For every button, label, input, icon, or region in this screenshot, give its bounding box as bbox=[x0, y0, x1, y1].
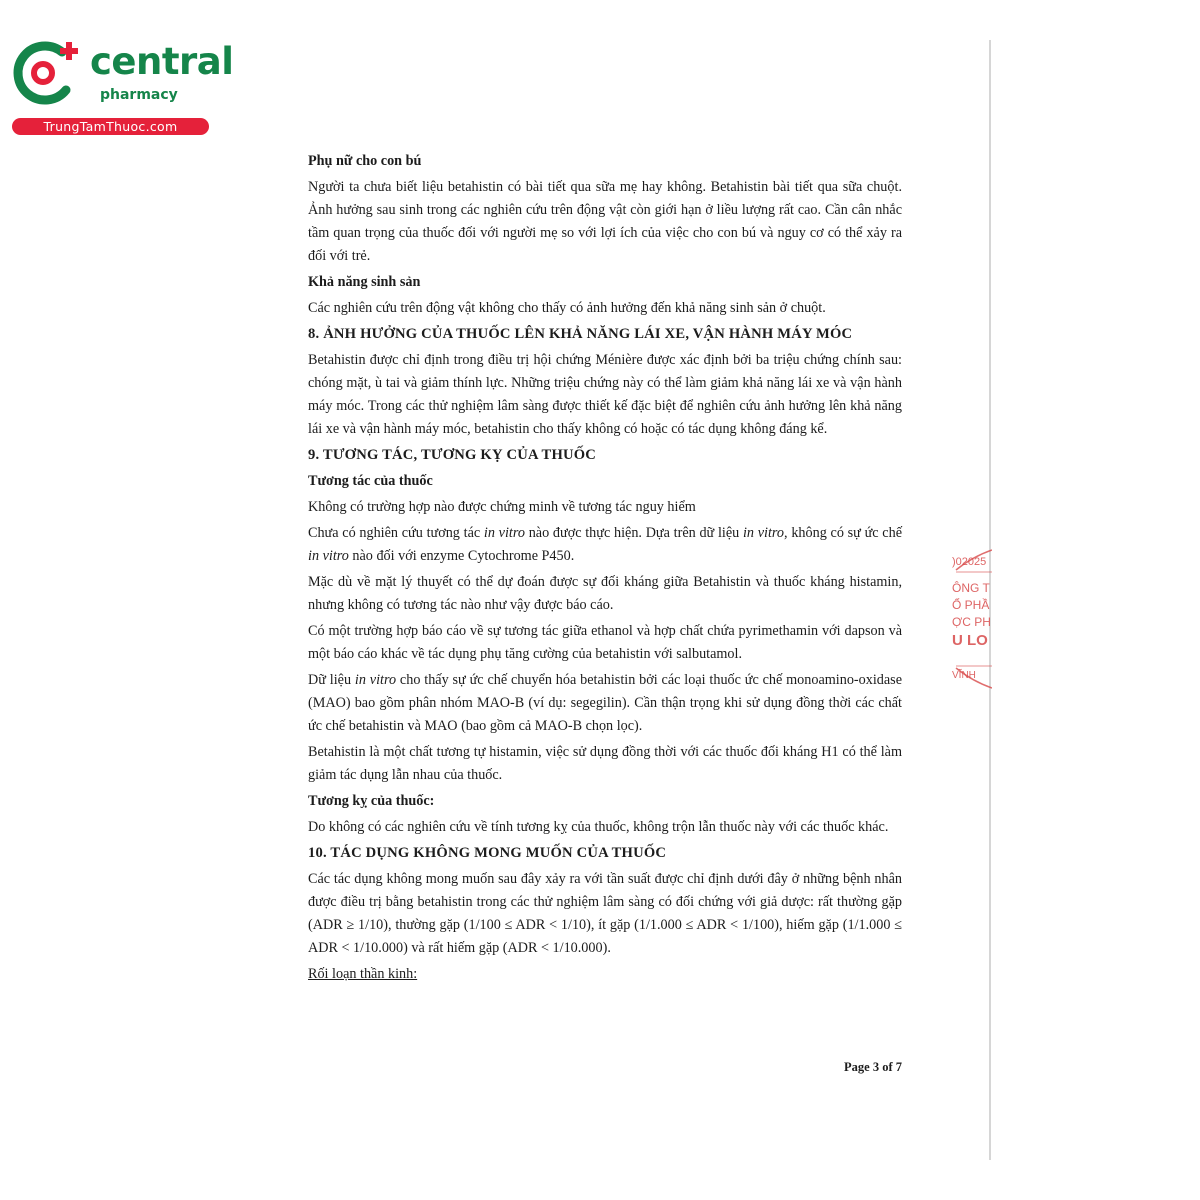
section-8-title: 8. ẢNH HƯỞNG CỦA THUỐC LÊN KHẢ NĂNG LÁI XE, VẬN HÀNH MÁY MÓC bbox=[308, 326, 853, 342]
document-body bbox=[308, 150, 902, 986]
interactions-paragraph-4: Có một trường hợp báo cáo về sự tương tác giữa ethanol và hợp chất chứa pyrimethamin với dapson và một báo cáo khác về tác dụng phụ tăng cường của betahistin với salbutamol. bbox=[308, 623, 902, 662]
fertility-paragraph: Các nghiên cứu trên động vật không cho thấy có ảnh hưởng đến khả năng sinh sản ở chuột. bbox=[308, 300, 826, 316]
logo-brand-text: central bbox=[90, 40, 234, 83]
stamp-line: U LO bbox=[952, 632, 988, 649]
interactions-paragraph-6: Betahistin là một chất tương tự histamin, việc sử dụng đồng thời với các thuốc đối kháng H1 có thể làm giảm tác dụng lẫn nhau của thuốc. bbox=[308, 744, 902, 783]
text-run: Dữ liệu bbox=[308, 672, 355, 688]
breastfeeding-paragraph: Người ta chưa biết liệu betahistin có bài tiết qua sữa mẹ hay không. Betahistin bài tiết qua sữa chuột. Ảnh hưởng sau sinh trong các nghiên cứu trên động vật còn giới hạn ở liều lượng rất cao. Cần cân nhắc tầm quan trọng của thuốc đối với người mẹ so với lợi ích của việc cho con bú và nguy cơ có thể xảy ra đối với trẻ. bbox=[308, 179, 902, 264]
section-9-title: 9. TƯƠNG TÁC, TƯƠNG KỴ CỦA THUỐC bbox=[308, 447, 597, 463]
interactions-paragraph-2 bbox=[308, 522, 902, 568]
section-10-paragraph: Các tác dụng không mong muốn sau đây xảy ra với tần suất được chỉ định dưới đây ở những bệnh nhân được điều trị bằng betahistin trong các thử nghiệm lâm sàng có đối chứng với giả dược: rất thường gặp (ADR ≥ 1/10), thường gặp (1/100 ≤ ADR < 1/10), ít gặp (1/1.000 ≤ ADR < 1/100), hiếm gặp (1/1.000 ≤ ADR < 1/10.000) và rất hiếm gặp (ADR < 1/10.000). bbox=[308, 871, 902, 956]
stamp-line: ÔNG T bbox=[952, 581, 990, 595]
breastfeeding-heading: Phụ nữ cho con bú bbox=[308, 153, 422, 169]
page-number: Page 3 of 7 bbox=[844, 1060, 902, 1074]
stamp-line: ỢC PH bbox=[952, 615, 991, 629]
section-8-paragraph: Betahistin được chỉ định trong điều trị hội chứng Ménière được xác định bởi ba triệu chứng chính sau: chóng mặt, ù tai và giảm thính lực. Những triệu chứng này có thể làm giảm khả năng lái xe và vận hành máy móc. Trong các thử nghiệm lâm sàng được thiết kế đặc biệt để nghiên cứu ảnh hưởng lên khả năng lái xe và vận hành máy móc, betahistin cho thấy không có hoặc có tác dụng không đáng kể. bbox=[308, 352, 902, 437]
text-run: cho thấy sự ức chế chuyển hóa betahistin bởi các loại thuốc ức chế monoamino-oxidase (MAO) bao gồm phân nhóm MAO-B (ví dụ: segegilin). Cần thận trọng khi sử dụng đồng thời các chất ức chế betahistin và MAO (bao gồm cả MAO-B chọn lọc). bbox=[308, 672, 902, 734]
text-run: nào đối với enzyme Cytochrome P450. bbox=[348, 548, 575, 564]
interactions-heading: Tương tác của thuốc bbox=[308, 473, 433, 489]
in-vitro-term: in vitro bbox=[354, 672, 397, 688]
pharmacy-logo-icon bbox=[10, 38, 84, 108]
in-vitro-term: in vitro bbox=[483, 525, 525, 541]
interactions-paragraph-1: Không có trường hợp nào được chứng minh về tương tác nguy hiểm bbox=[308, 499, 696, 515]
logo-sub-text: pharmacy bbox=[100, 87, 178, 103]
interactions-paragraph-5 bbox=[308, 669, 902, 738]
text-run: , không có sự ức chế bbox=[784, 525, 902, 541]
logo-url-badge: TrungTamThuoc.com bbox=[12, 118, 209, 135]
text-run: nào được thực hiện. Dựa trên dữ liệu bbox=[524, 525, 743, 541]
section-10-title: 10. TÁC DỤNG KHÔNG MONG MUỐN CỦA THUỐC bbox=[308, 845, 667, 861]
interactions-paragraph-3: Mặc dù về mặt lý thuyết có thể dự đoán được sự đối kháng giữa Betahistin và thuốc kháng histamin, nhưng không có tương tác nào như vậy được báo cáo. bbox=[308, 574, 902, 613]
fertility-heading: Khả năng sinh sản bbox=[308, 274, 421, 290]
stamp-line: )02025 bbox=[952, 556, 987, 568]
in-vitro-term: in vitro bbox=[308, 548, 349, 564]
central-pharmacy-logo[interactable] bbox=[10, 38, 234, 138]
in-vitro-term: in vitro bbox=[742, 525, 785, 541]
incompatibility-paragraph: Do không có các nghiên cứu về tính tương kỵ của thuốc, không trộn lẫn thuốc này với các thuốc khác. bbox=[308, 819, 889, 835]
company-stamp bbox=[952, 548, 992, 690]
neurological-disorders-subheading: Rối loạn thần kinh: bbox=[308, 966, 418, 982]
stamp-line: VĨNH bbox=[952, 670, 976, 681]
text-run: Chưa có nghiên cứu tương tác bbox=[308, 525, 484, 541]
stamp-line: Ổ PHẦ bbox=[952, 598, 990, 612]
incompatibility-heading: Tương kỵ của thuốc: bbox=[308, 793, 435, 809]
